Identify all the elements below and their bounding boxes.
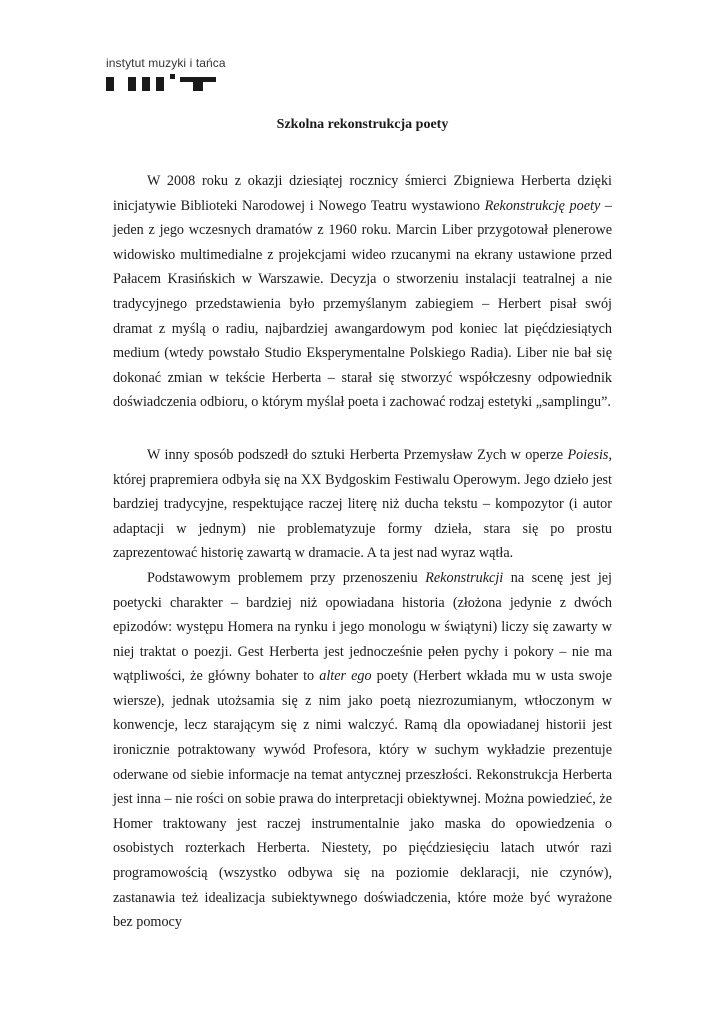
paragraph-3: Podstawowym problemem przy przenoszeniu Rekonstrukcji na scenę jest jej poetycki charakter – bardziej niż opowiadana historia (złożona jedynie z dwóch epizodów: występu Homera na rynku i jego monologu w świątyni) liczy się zawarty w niej traktat o poezji. Gest Herberta jest jednocześnie pełen pychy i pokory – nie ma wątpliwości, że główny bohater to alter ego poety (Herbert wkłada mu w usta swoje wiersze), jednak utożsamia się z nim jako poetą niezrozumianym, wtłoczonym w konwencje, lecz starającym się z nimi walczyć. Ramą dla opowiadanej historii jest ironicznie potraktowany wywód Profesora, który w suchym wykładzie prezentuje oderwane od siebie informacje na temat antycznej przeszłości. Rekonstrukcja Herberta jest inna – nie rości on sobie prawa do interpretacji obiektywnej. Można powiedzieć, że Homer traktowany jest raczej instrumentalnie jako maska do opowiedzenia o osobistych rozterkach Herberta. Niestety, po pięćdziesięciu latach utwór razi programowością (wszystko odbywa się na poziomie deklaracji, nie czynów), zastanawia też idealizacja subiektywnego doświadczenia, które może być wyrażone bez pomocy (113, 569, 612, 931)
logo-text: instytut muzyki i tańca (106, 56, 226, 70)
paragraph-1: W 2008 roku z okazji dziesiątej rocznicy śmierci Zbigniewa Herberta dzięki inicjatywie Biblioteki Narodowej i Nowego Teatru wystawiono Rekonstrukcję poety – jeden z jego wczesnych dramatów z 1960 roku. Marcin Liber przygotował plenerowe widowisko multimedialne z projekcjami wideo rzucanymi na ekrany ustawione przed Pałacem Krasińskich w Warszawie. Decyzja o stworzeniu instalacji teatralnej a nie tradycyjnego przedstawienia było przemyślanym zabiegiem – Herbert pisał swój dramat z myślą o radiu, najbardziej awangardowym pod koniec lat pięćdziesiątych medium (wtedy powstało Studio Eksperymentalne Polskiego Radia). Liber nie bał się dokonać zmian w tekście Herberta – starał się stworzyć współczesny odpowiednik doświadczenia odbioru, o którym myślał poeta i zachować rodzaj estetyki „samplingu”. (113, 173, 613, 411)
page-title: Szkolna rekonstrukcja poety (276, 117, 449, 132)
paragraph-2: W inny sposób podszedł do sztuki Herberta Przemysław Zych w operze Poiesis, której prapremiera odbyła się na XX Bydgoskim Festiwalu Operowym. Jego dzieło jest bardziej tradycyjne, respektujące raczej literę niż ducha tekstu – kompozytor (i autor adaptacji w jednym) nie problematyzuje formy dzieła, stara się po prostu zaprezentować historię zawartą w dramacie. A ta jest nad wyraz wątła. (113, 446, 612, 562)
institute-logo (106, 56, 226, 91)
itmt-wordmark-icon (106, 74, 216, 91)
article-body (113, 169, 612, 935)
